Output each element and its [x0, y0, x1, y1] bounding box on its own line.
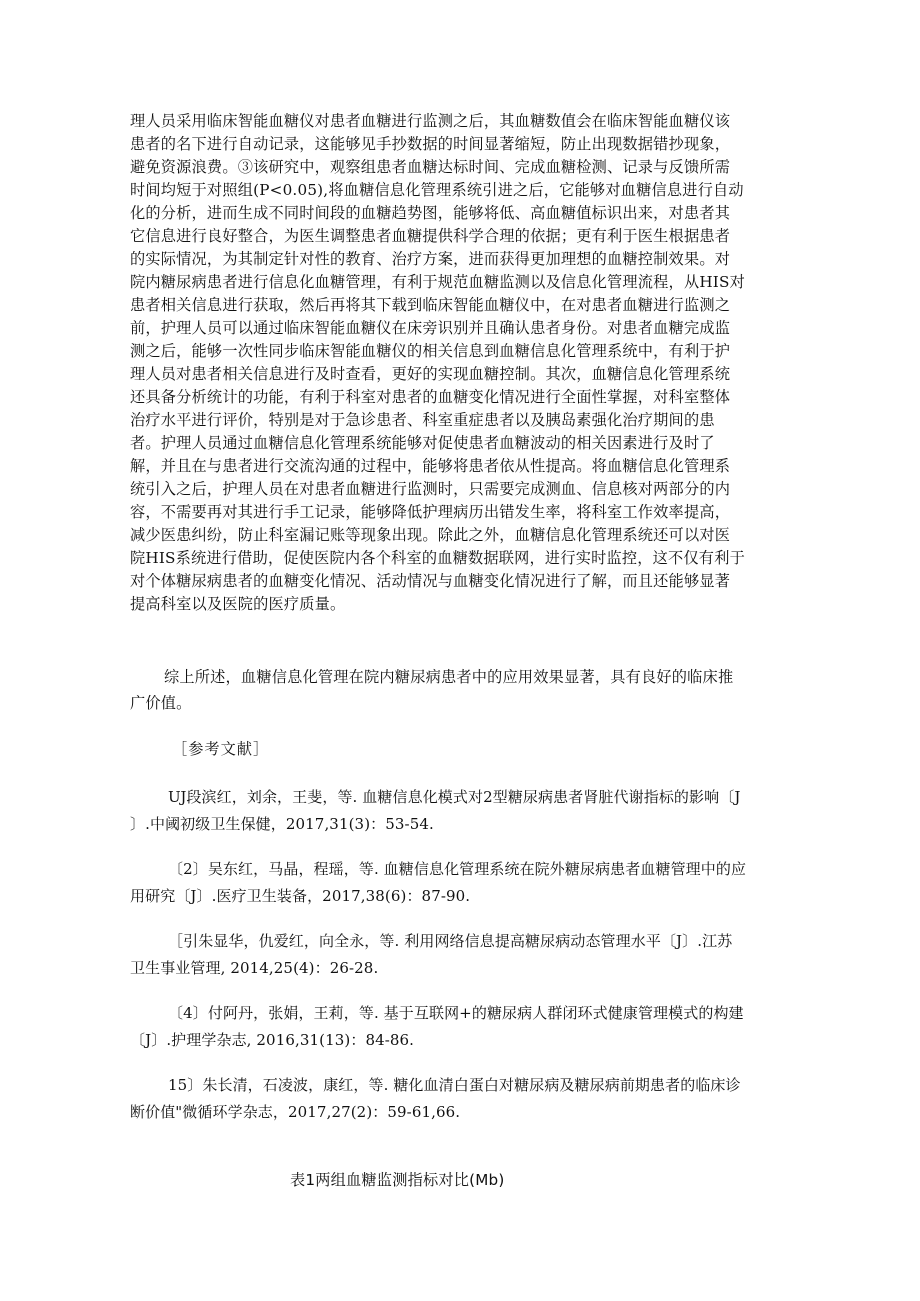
- body-line: 时间均短于对照组(P<0.05),将血糖信息化管理系统引进之后，它能够对血糖信息进行自动: [130, 181, 744, 199]
- reference-line: ［引朱显华，仇爱红，向全永，等. 利用网络信息提高糖尿病动态管理水平〔J〕.江苏: [168, 932, 733, 950]
- body-line: 院内糖尿病患者进行信息化血糖管理，有利于规范血糖监测以及信息化管理流程，从HIS对: [130, 273, 745, 291]
- reference-item: [130, 856, 810, 910]
- body-line: 患者的名下进行自动记录，这能够见手抄数据的时间显著缩短，防止出现数据错抄现象，: [130, 135, 731, 153]
- reference-line: 断价值"微循环学杂志，2017,27(2)：59-61,66.: [130, 1103, 461, 1121]
- reference-item: [130, 928, 810, 982]
- body-line: 治疗水平进行评价，特别是对于急诊患者、科室重症患者以及胰岛素强化治疗期间的患: [130, 411, 715, 429]
- conclusion-paragraph: [130, 664, 800, 716]
- body-line: 患者相关信息进行获取，然后再将其下载到临床智能血糖仪中，在对患者血糖进行监测之: [130, 296, 731, 314]
- reference-line: 〔4〕付阿丹，张娟，王莉，等. 基于互联网+的糖尿病人群闭环式健康管理模式的构建: [168, 1004, 744, 1022]
- table-caption: 表1两组血糖监测指标对比(Mb): [290, 1171, 505, 1189]
- reference-line: UJ段滨红，刘余，王斐，等. 血糖信息化模式对2型糖尿病患者肾脏代谢指标的影响〔J: [168, 788, 741, 806]
- reference-item: [130, 784, 810, 838]
- body-line: 测之后，能够一次性同步临床智能血糖仪的相关信息到血糖信息化管理系统中，有利于护: [130, 342, 731, 360]
- body-line: 避免资源浪费。③该研究中，观察组患者血糖达标时间、完成血糖检测、记录与反馈所需: [130, 158, 731, 176]
- body-line: 院HIS系统进行借助，促使医院内各个科室的血糖数据联网，进行实时监控，这不仅有利于: [130, 549, 745, 567]
- body-line: 化的分析，进而生成不同时间段的血糖趋势图，能够将低、高血糖值标识出来，对患者其: [130, 204, 731, 222]
- reference-line: 〔2〕吴东红，马晶，程瑶，等. 血糖信息化管理系统在院外糖尿病患者血糖管理中的应: [168, 860, 747, 878]
- reference-line: 卫生事业管理, 2014,25(4)：26-28.: [130, 959, 379, 977]
- body-line: 者。护理人员通过血糖信息化管理系统能够对促使患者血糖波动的相关因素进行及时了: [130, 434, 715, 452]
- reference-line: 15〕朱长清，石凌波，康红，等. 糖化血清白蛋白对糖尿病及糖尿病前期患者的临床诊: [168, 1076, 741, 1094]
- body-line: 容，不需要再对其进行手工记录，能够降低护理病历出错发生率，将科室工作效率提高，: [130, 503, 731, 521]
- references-heading: ［参考文献］: [172, 740, 270, 758]
- conclusion-line: 综上所述，血糖信息化管理在院内糖尿病患者中的应用效果显著，具有良好的临床推: [164, 668, 734, 686]
- reference-line: 用研究〔J〕.医疗卫生装备，2017,38(6)：87-90.: [130, 887, 471, 905]
- body-line: 统引入之后，护理人员在对患者血糖进行监测时，只需要完成测血、信息核对两部分的内: [130, 480, 731, 498]
- reference-line: 〕.中阈初级卫生保健，2017,31(3)：53-54.: [130, 815, 434, 833]
- body-line: 理人员采用临床智能血糖仪对患者血糖进行监测之后，其血糖数值会在临床智能血糖仪该: [130, 112, 731, 130]
- body-line: 前，护理人员可以通过临床智能血糖仪在床旁识别并且确认患者身份。对患者血糖完成监: [130, 319, 731, 337]
- reference-item: [130, 1000, 810, 1054]
- body-line: 解，并且在与患者进行交流沟通的过程中，能够将患者依从性提高。将血糖信息化管理系: [130, 457, 731, 475]
- reference-item: [130, 1072, 810, 1126]
- body-line: 减少医患纠纷，防止科室漏记账等现象出现。除此之外，血糖信息化管理系统还可以对医: [130, 526, 731, 544]
- body-paragraph: [130, 110, 795, 616]
- reference-line: 〔J〕.护理学杂志, 2016,31(13)：84-86.: [130, 1031, 415, 1049]
- body-line: 理人员对患者相关信息进行及时查看，更好的实现血糖控制。其次，血糖信息化管理系统: [130, 365, 731, 383]
- body-line: 对个体糖尿病患者的血糖变化情况、活动情况与血糖变化情况进行了解，而且还能够显著: [130, 572, 731, 590]
- body-line: 还具备分析统计的功能，有利于科室对患者的血糖变化情况进行全面性掌握，对科室整体: [130, 388, 731, 406]
- body-line: 的实际情况，为其制定针对性的教育、治疗方案，进而获得更加理想的血糖控制效果。对: [130, 250, 731, 268]
- body-line: 它信息进行良好整合，为医生调整患者血糖提供科学合理的依据；更有利于医生根据患者: [130, 227, 731, 245]
- conclusion-line: 广价值。: [130, 694, 192, 712]
- body-line: 提高科室以及医院的医疗质量。: [130, 595, 346, 613]
